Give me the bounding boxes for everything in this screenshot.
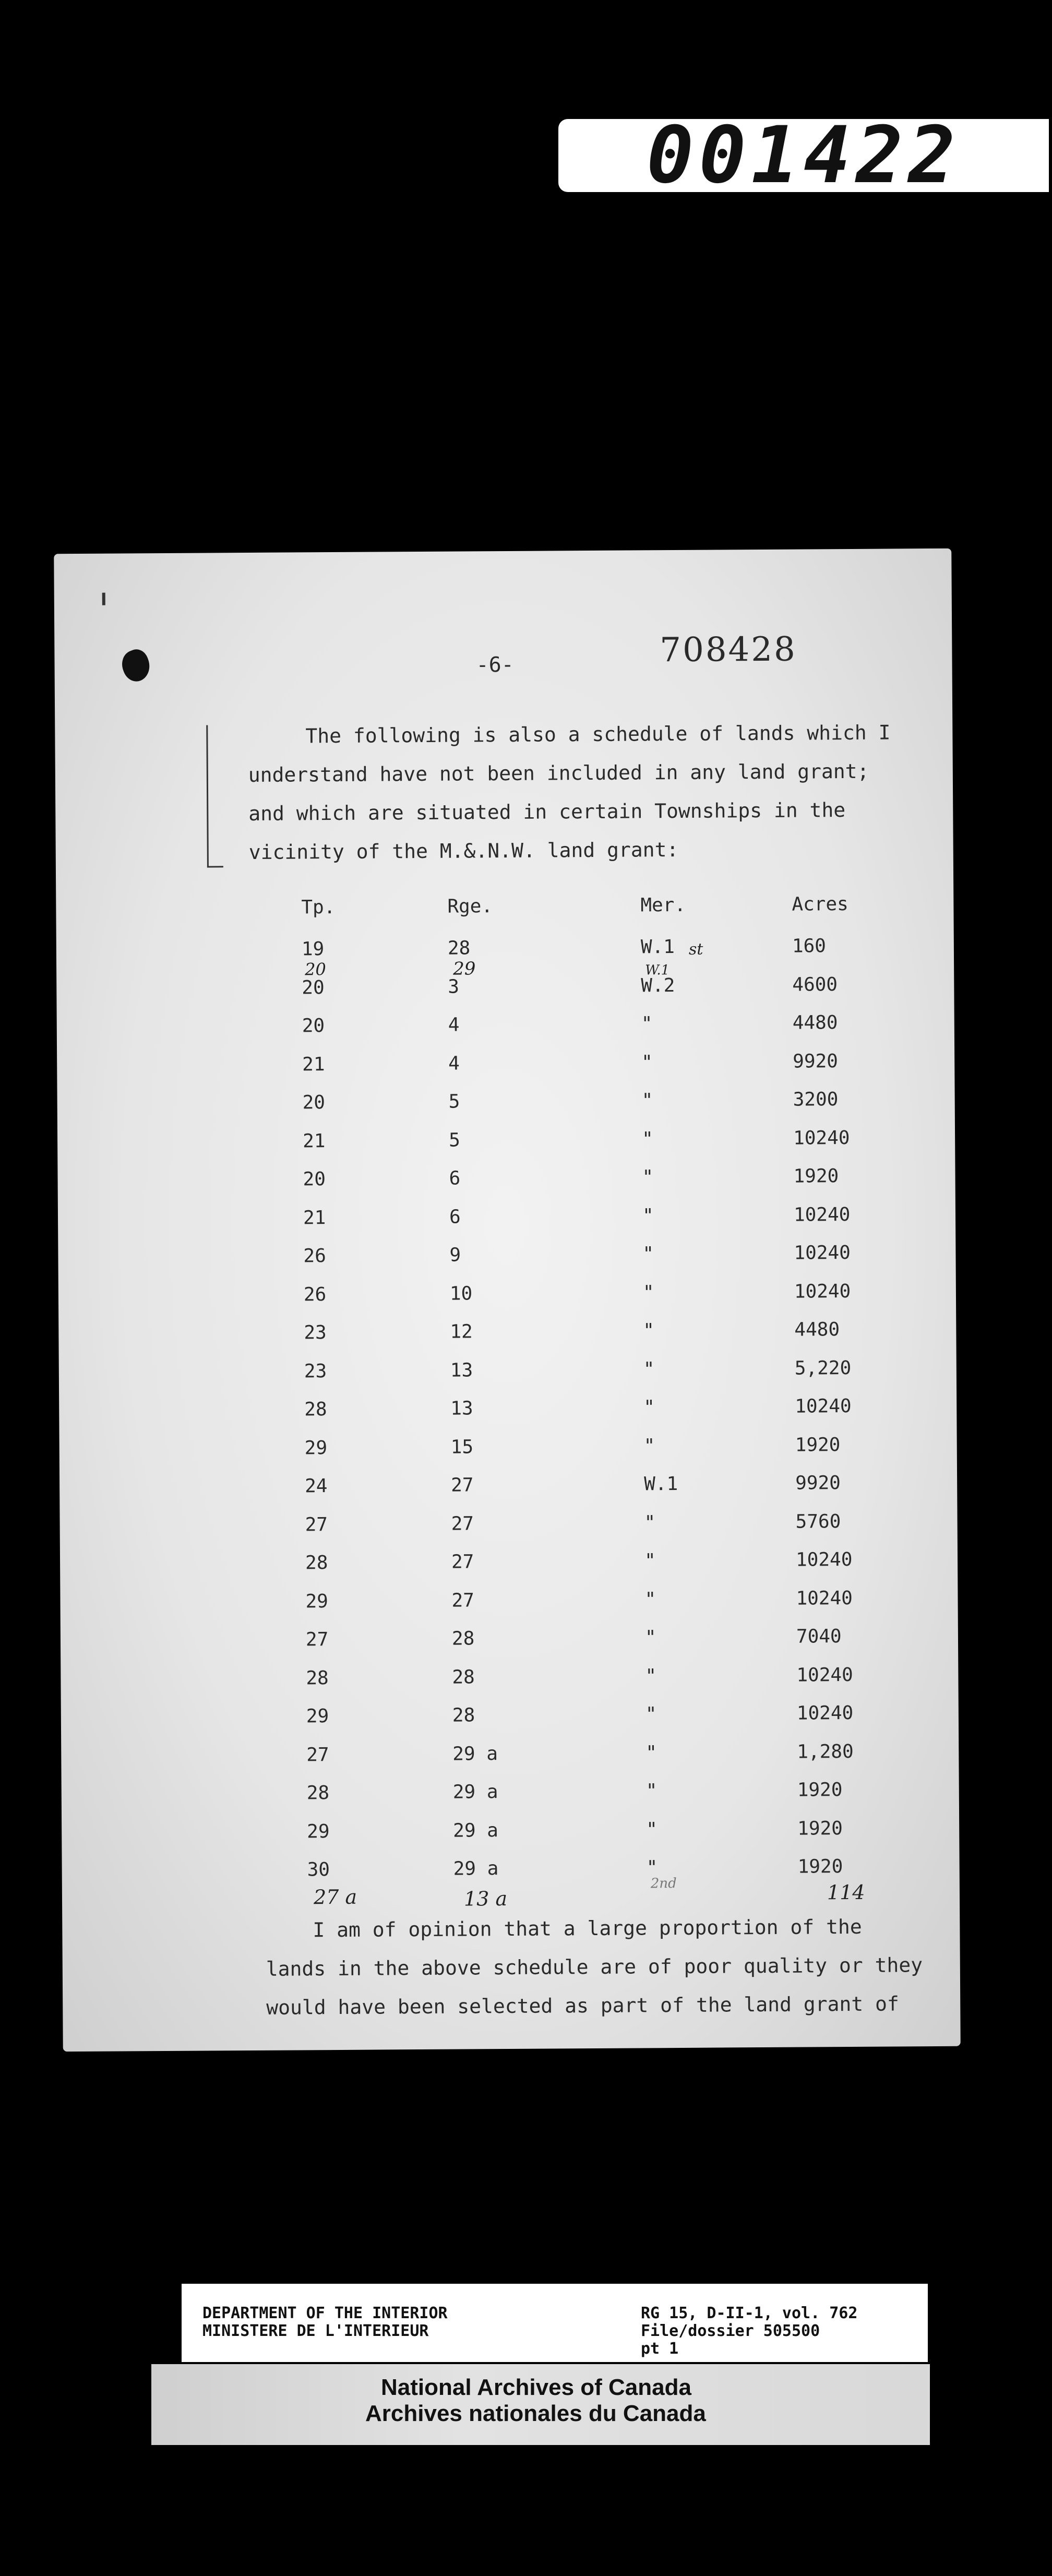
table-cell-acres: 1920 [797,1856,843,1878]
table-cell-mer: " [642,1166,654,1188]
table-cell-rge: 9 [449,1244,461,1266]
frame-number: 001422 [558,119,1049,192]
table-cell-acres: 9920 [795,1472,841,1494]
archives-banner [151,2364,930,2445]
intro-line: vicinity of the M.&.N.W. land grant: [248,838,679,864]
table-cell-acres: 4480 [792,1012,838,1034]
archives-name-fr: Archives nationales du Canada [365,2401,706,2426]
closing-line: would have been selected as part of the land grant of [266,1992,899,2019]
table-cell-tp: 29 [306,1706,329,1727]
table-cell-rge: 15 [450,1436,474,1458]
table-cell-rge: 6 [449,1206,461,1228]
table-cell-tp: 29 [305,1590,329,1612]
page-mark [102,593,105,605]
table-cell-acres: 7040 [796,1626,842,1648]
file-line: File/dossier 505500 [641,2322,820,2340]
table-cell-tp: 27 [305,1513,328,1535]
table-cell-tp: 21 [302,1053,325,1075]
table-cell-tp: 28 [306,1782,330,1804]
table-cell-rge: 28 [452,1666,475,1688]
table-cell-mer: " [643,1320,655,1342]
handwritten-note: st [688,940,703,959]
table-cell-mer: W.1 [640,936,675,958]
handwritten-tp: 20 [305,959,326,980]
archives-name-en: National Archives of Canada [381,2375,691,2400]
page-number: -6- [476,652,514,677]
table-cell-tp: 23 [304,1360,327,1382]
table-cell-acres: 10240 [795,1395,852,1417]
table-cell-rge: 13 [450,1359,473,1381]
table-cell-acres: 10240 [794,1242,851,1264]
table-cell-tp: 21 [303,1207,326,1229]
table-cell-tp: 26 [303,1283,327,1305]
table-cell-mer: " [644,1627,656,1649]
margin-bracket [206,725,223,867]
intro-line: and which are situated in certain Townships in the [248,798,846,826]
table-cell-mer: " [644,1588,656,1610]
header-rge: Rge. [447,896,493,917]
table-cell-mer: W.1 [644,1473,678,1495]
table-cell-tp: 27 [306,1744,329,1766]
table-cell-rge: 28 [447,937,471,959]
table-cell-tp: 20 [302,1092,326,1114]
table-cell-rge: 4 [448,1014,460,1036]
table-cell-mer: " [641,1128,653,1150]
table-cell-acres: 10240 [796,1702,854,1724]
table-cell-rge: 3 [448,976,460,998]
handwritten-mer: 2nd [650,1876,677,1892]
handwritten-rge: 13 a [463,1887,508,1911]
table-cell-rge: 5 [448,1091,460,1113]
header-acres: Acres [792,893,848,915]
table-cell-tp: 27 [305,1629,329,1651]
handwritten-tp: 27 a [313,1885,357,1909]
table-cell-mer: W.2 [641,974,675,996]
table-cell-rge: 27 [451,1474,474,1496]
table-cell-acres: 4600 [792,973,838,996]
table-cell-acres: 9920 [793,1050,839,1072]
table-cell-tp: 28 [305,1552,328,1574]
table-cell-rge: 27 [451,1551,474,1573]
table-cell-acres: 4480 [794,1319,840,1341]
table-cell-mer: " [641,1051,653,1073]
table-cell-tp: 19 [301,938,325,960]
table-cell-acres: 160 [792,935,827,957]
document-page [54,548,960,2052]
table-cell-mer: " [643,1435,655,1457]
table-cell-mer: " [643,1358,655,1380]
table-cell-tp: 24 [305,1475,328,1497]
table-cell-mer: " [646,1818,658,1840]
table-cell-acres: 1920 [797,1779,843,1801]
closing-line: I am of opinion that a large proportion of the [313,1915,862,1942]
table-cell-rge: 13 [450,1398,473,1420]
table-cell-rge: 29 a [453,1858,499,1880]
table-cell-mer: " [645,1703,657,1725]
intro-line: The following is also a schedule of lands which I [305,721,891,748]
table-cell-tp: 28 [304,1399,327,1421]
table-cell-tp: 29 [304,1437,328,1459]
table-cell-acres: 10240 [793,1127,850,1149]
table-cell-mer: " [642,1204,654,1226]
closing-line: lands in the above schedule are of poor quality or they [266,1953,923,1981]
table-cell-mer: " [644,1550,656,1572]
table-cell-rge: 10 [449,1282,473,1305]
table-cell-mer: " [646,1857,658,1879]
table-cell-acres: 5,220 [794,1357,852,1379]
table-cell-mer: " [645,1665,657,1687]
table-cell-tp: 26 [303,1245,326,1267]
table-cell-mer: " [643,1397,655,1418]
table-cell-rge: 28 [452,1704,475,1726]
table-cell-acres: 10240 [796,1587,853,1609]
table-cell-rge: 27 [451,1512,474,1535]
department-fr: MINISTERE DE L'INTERIEUR [202,2322,429,2340]
table-cell-tp: 29 [307,1820,330,1842]
table-cell-rge: 29 a [453,1819,499,1842]
table-cell-rge: 5 [449,1129,460,1151]
table-cell-tp: 20 [302,1015,325,1037]
table-cell-tp: 23 [304,1322,327,1344]
table-cell-rge: 6 [449,1167,461,1189]
table-cell-tp: 20 [302,976,325,998]
table-cell-acres: 1920 [795,1434,841,1456]
table-cell-mer: " [644,1511,656,1533]
table-cell-acres: 1920 [793,1165,839,1187]
document-id: 708428 [660,630,797,670]
table-cell-mer: " [642,1243,654,1265]
table-cell-acres: 10240 [794,1280,851,1303]
table-cell-acres: 10240 [795,1548,853,1571]
department-en: DEPARTMENT OF THE INTERIOR [202,2304,448,2322]
table-cell-rge: 28 [451,1628,475,1650]
part-line: pt 1 [641,2340,679,2358]
handwritten-acres: 114 [827,1880,865,1904]
header-tp: Tp. [301,896,336,919]
table-cell-rge: 4 [448,1053,460,1075]
table-cell-acres: 10240 [796,1664,853,1686]
table-cell-tp: 28 [306,1667,329,1689]
table-cell-rge: 12 [450,1321,473,1343]
table-cell-tp: 21 [303,1130,326,1152]
table-cell-acres: 1,280 [797,1740,854,1763]
table-cell-acres: 3200 [793,1089,839,1111]
archive-reference-label [182,2284,928,2362]
table-cell-rge: 29 a [452,1781,498,1803]
table-cell-mer: " [642,1281,654,1303]
table-cell-rge: 27 [451,1589,474,1612]
handwritten-mer: W.1 [645,962,670,979]
header-mer: Mer. [640,894,686,916]
table-cell-acres: 5760 [795,1510,841,1533]
reference-line: RG 15, D-II-1, vol. 762 [641,2304,858,2322]
handwritten-rge: 29 [453,958,476,980]
table-cell-acres: 10240 [793,1203,851,1226]
intro-line: understand have not been included in any land grant; [248,759,869,787]
punch-hole [118,646,154,685]
table-cell-tp: 20 [303,1168,326,1190]
table-cell-mer: " [645,1742,658,1763]
table-cell-mer: " [641,1013,653,1035]
table-cell-tp: 30 [307,1859,330,1881]
table-cell-acres: 1920 [797,1817,843,1840]
table-cell-mer: " [641,1090,653,1112]
table-cell-mer: " [645,1780,658,1802]
table-cell-rge: 29 a [452,1743,498,1765]
